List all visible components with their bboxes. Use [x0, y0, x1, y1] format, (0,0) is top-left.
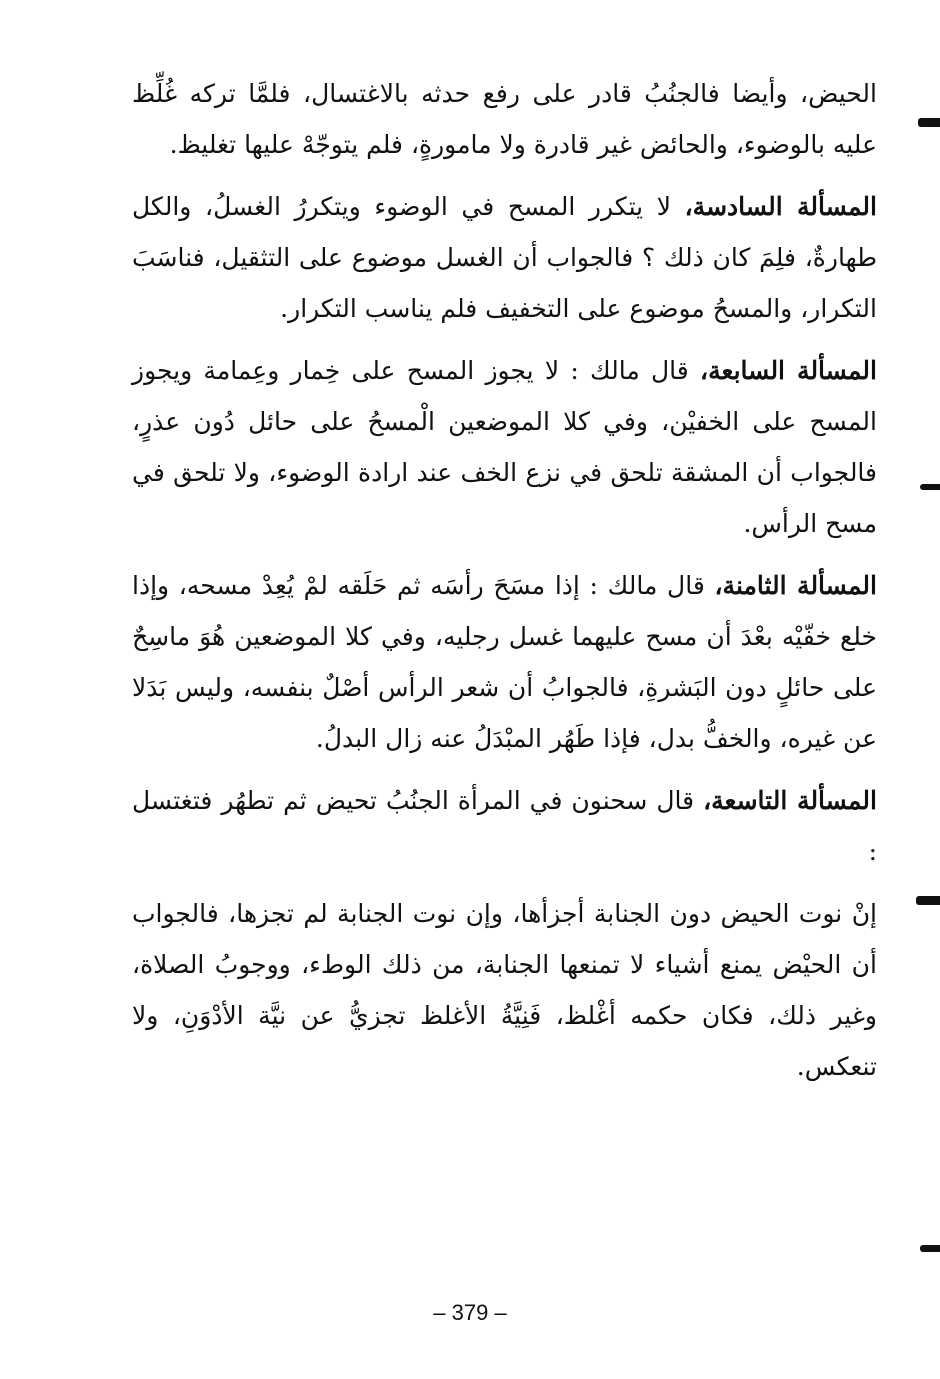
paragraph-text: قال سحنون في المرأة الجنُبُ تحيض ثم تطهُر فتغتسل : — [132, 786, 877, 866]
scan-edge-mark — [918, 118, 940, 127]
paragraph-heading: المسألة الثامنة، — [714, 571, 877, 600]
paragraph-heading: المسألة التاسعة، — [703, 786, 877, 815]
paragraph-heading: المسألة السادسة، — [684, 192, 877, 221]
paragraph-issue-eight — [132, 560, 877, 764]
paragraph-continuation — [132, 68, 877, 170]
scan-edge-mark — [920, 484, 940, 490]
paragraph-text: الحيض، وأيضا فالجنُبُ قادر على رفع حدثه بالاغتسال، فلمَّا تركه غُلِّظ عليه بالوضوء، والحائض غير قادرة ولا مامورةٍ، فلم يتوجّهْ عليها تغليظ. — [132, 79, 877, 159]
paragraph-text: قال مالك : إذا مسَحَ رأسَه ثم حَلَقه لمْ يُعِدْ مسحه، وإذا خلع خفّيْه بعْدَ أن مسح عليهما غسل رجليه، وفي كلا الموضعين هُوَ ماسِحٌ على حائلٍ دون البَشرةِ، فالجوابُ أن شعر الرأس أصْلٌ بنفسه، وليس بَدَلا عن غيره، والخفُّ بدل، فإذا طَهُر المبْدَلُ عنه زال البدلُ. — [132, 571, 877, 753]
paragraph-text: إنْ نوت الحيض دون الجنابة أجزأها، وإن نوت الجنابة لم تجزها، فالجواب أن الحيْض يمنع أشياء لا تمنعها الجنابة، من ذلك الوطء، ووجوبُ الصلاة، وغير ذلك، فكان حكمه أغْلظ، فَنِيَّةُ الأغلظ تجزيُّ عن نيَّة الأدْوَنِ، ولا تنعكس. — [132, 899, 877, 1081]
paragraph-text: لا يتكرر المسح في الوضوء ويتكررُ الغسلُ، والكل طهارةٌ، فلِمَ كان ذلك ؟ فالجواب أن الغسل موضوع على التثقيل، فناسَبَ التكرار، والمسحُ موضوع على التخفيف فلم يناسب التكرار. — [132, 192, 877, 323]
paragraph-text: قال مالك : لا يجوز المسح على خِمار وعِمامة ويجوز المسح على الخفيْن، وفي كلا الموضعين الْمسحُ على حائل دُون عذرٍ، فالجواب أن المشقة تلحق في نزع الخف عند ارادة الوضوء، ولا تلحق في مسح الرأس. — [132, 356, 877, 538]
page-body — [132, 68, 877, 1103]
paragraph-issue-nine — [132, 775, 877, 877]
page-number: – 379 – — [433, 1300, 507, 1325]
paragraph-heading: المسألة السابعة، — [700, 356, 877, 385]
paragraph-answer — [132, 888, 877, 1092]
scan-edge-mark — [916, 896, 940, 905]
paragraph-issue-seven — [132, 345, 877, 549]
scan-edge-mark — [920, 1245, 940, 1252]
paragraph-issue-six — [132, 181, 877, 334]
